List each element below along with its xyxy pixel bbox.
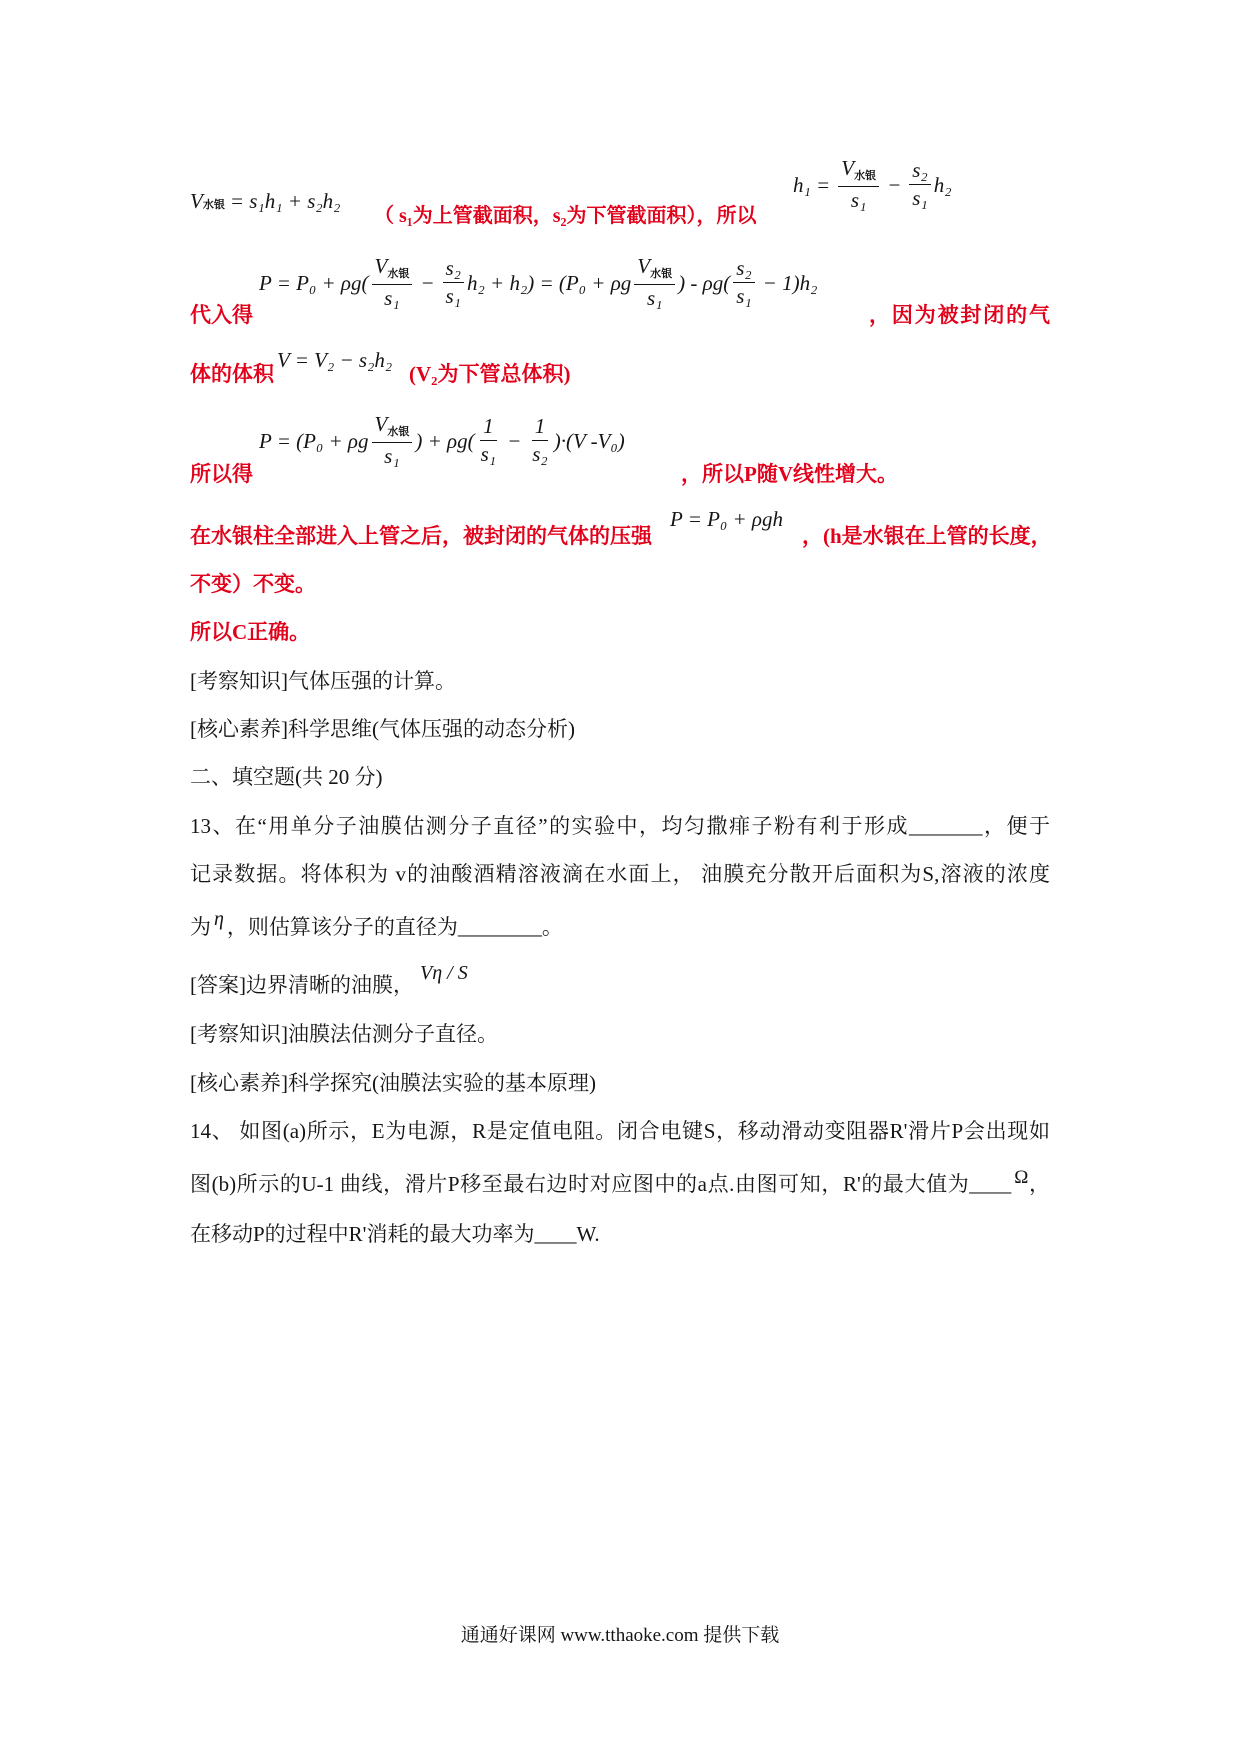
eta-symbol: η <box>214 908 224 930</box>
ohm-symbol: Ω <box>1014 1167 1029 1188</box>
fraction <box>372 253 413 312</box>
note-cross-sections: （ s₁为上管截面积，s₂为下管截面积），所以 <box>374 205 757 227</box>
q14-line-2-text: 图(b)所示的U-1 曲线，滑片P移至最右边时对应图中的a点.由图可知，R'的最大值为____ <box>190 1172 1012 1196</box>
formula-text: h₂ + h₂) = (P₀ + ρg <box>466 270 632 295</box>
fraction-numerator <box>838 155 879 187</box>
formula-text: V = V₂ − s₂h₂ <box>277 348 393 372</box>
fraction-numerator: s₂ <box>443 255 464 283</box>
fraction-denominator: s₁ <box>384 444 400 468</box>
fraction-numerator: 1 <box>532 413 549 441</box>
fraction-denominator: s₁ <box>736 284 752 308</box>
q14-line-1: 14、 如图(a)所示，E为电源，R是定值电阻。闭合电键S，移动滑动变阻器R'滑片P会出现如 <box>190 1119 1050 1143</box>
after-entering-text: 在水银柱全部进入上管之后，被封闭的气体的压强 <box>190 524 652 548</box>
q14-line-2 <box>190 1169 1050 1199</box>
formula-var: V <box>637 254 651 278</box>
formula-gas-volume <box>277 346 392 374</box>
fraction-denominator: s₂ <box>532 442 548 466</box>
after-note: ，(h是水银在上管的长度， <box>802 524 1052 548</box>
formula-text: h₁ = <box>793 172 831 197</box>
fraction-numerator: s₂ <box>733 255 754 283</box>
q13-competency-tag: [核心素养]科学探究(油膜法实验的基本原理) <box>190 1071 596 1095</box>
volume-label: 体的体积 <box>190 362 274 386</box>
so-label: 所以得 <box>190 462 253 486</box>
formula-text: P = P₀ + ρg( <box>259 270 369 295</box>
formula-operator: − <box>420 270 435 295</box>
formula-subscript: 水银 <box>387 268 410 280</box>
formula-subscript: 水银 <box>387 426 410 438</box>
q13-line-3-suffix: ，则估算该分子的直径为________。 <box>226 915 563 939</box>
formula-operator: − <box>507 428 522 453</box>
volume-note: (V₂为下管总体积) <box>409 362 571 386</box>
q13-line-3 <box>190 908 563 942</box>
fraction-numerator: s₂ <box>909 157 930 185</box>
answer-text: [答案]边界清晰的油膜， <box>190 973 414 997</box>
formula-text: = s₁h₁ + s₂h₂ <box>229 189 341 213</box>
fraction-denominator: s₁ <box>480 442 497 466</box>
fraction-denominator: s₁ <box>912 186 928 210</box>
formula-var: V <box>374 412 388 436</box>
page-footer: 通通好课网 www.tthaoke.com 提供下载 <box>460 1625 780 1646</box>
linear-text: ，所以P随V线性增大。 <box>681 462 898 486</box>
formula-pressure-linear <box>259 411 625 470</box>
fraction <box>529 413 550 468</box>
formula-subscript: 水银 <box>650 268 673 280</box>
conclusion-text: 所以C正确。 <box>190 620 311 644</box>
fraction-numerator <box>372 253 413 285</box>
formula-subscript: 水银 <box>202 199 225 211</box>
formula-pressure-expansion <box>259 253 817 312</box>
fraction <box>838 155 879 214</box>
because-text: ，因为被封闭的气 <box>869 303 1050 327</box>
fraction <box>634 253 675 312</box>
substitute-label: 代入得 <box>190 303 253 327</box>
fraction <box>909 157 930 212</box>
unchanged-text: 不变）不变。 <box>190 572 316 596</box>
q13-line-2: 记录数据。将体积为 v的油酸酒精溶液滴在水面上， 油膜充分散开后面积为S,溶液的浓度 <box>190 862 1050 886</box>
formula-var: V <box>841 156 855 180</box>
formula-pressure-constant <box>670 505 783 533</box>
q14-line-3: 在移动P的过程中R'消耗的最大功率为____W. <box>190 1222 600 1246</box>
formula-text: P = P₀ + ρgh <box>670 507 783 531</box>
fraction <box>372 411 413 470</box>
fraction <box>478 413 499 468</box>
formula-h1 <box>793 155 952 214</box>
formula-operator: − <box>887 172 902 197</box>
answer-formula: Vη / S <box>420 962 468 984</box>
fraction-denominator: s₁ <box>445 284 461 308</box>
formula-text: ) + ρg( <box>415 428 475 453</box>
q13-line-1: 13、在“用单分子油膜估测分子直径”的实验中，均匀撒痱子粉有利于形成_______，便于 <box>190 814 1050 838</box>
formula-text: h₂ <box>933 172 952 197</box>
formula-text: − 1)h₂ <box>762 270 818 295</box>
competency-tag: [核心素养]科学思维(气体压强的动态分析) <box>190 717 575 741</box>
fraction <box>443 255 464 310</box>
fraction-numerator <box>634 253 675 285</box>
formula-var: V <box>190 189 203 213</box>
knowledge-tag: [考察知识]气体压强的计算。 <box>190 669 456 693</box>
fraction-denominator: s₁ <box>646 286 663 310</box>
q13-knowledge-tag: [考察知识]油膜法估测分子直径。 <box>190 1022 498 1046</box>
formula-text: )·(V -V₀) <box>553 428 625 453</box>
fraction <box>733 255 754 310</box>
section-title: 二、填空题(共 20 分) <box>190 765 383 789</box>
formula-mercury-volume <box>190 187 340 215</box>
formula-subscript: 水银 <box>854 170 877 182</box>
formula-var: V <box>374 254 388 278</box>
fraction-denominator: s₁ <box>850 188 867 212</box>
fraction-numerator <box>372 411 413 443</box>
formula-text: ) - ρg( <box>678 270 731 295</box>
q14-line-2-end: ， <box>1028 1172 1050 1196</box>
q13-answer <box>190 962 468 1000</box>
fraction-numerator: 1 <box>480 413 497 441</box>
q13-line-3-prefix: 为 <box>190 915 211 939</box>
fraction-denominator: s₁ <box>384 286 400 310</box>
formula-text: P = (P₀ + ρg <box>259 428 369 453</box>
